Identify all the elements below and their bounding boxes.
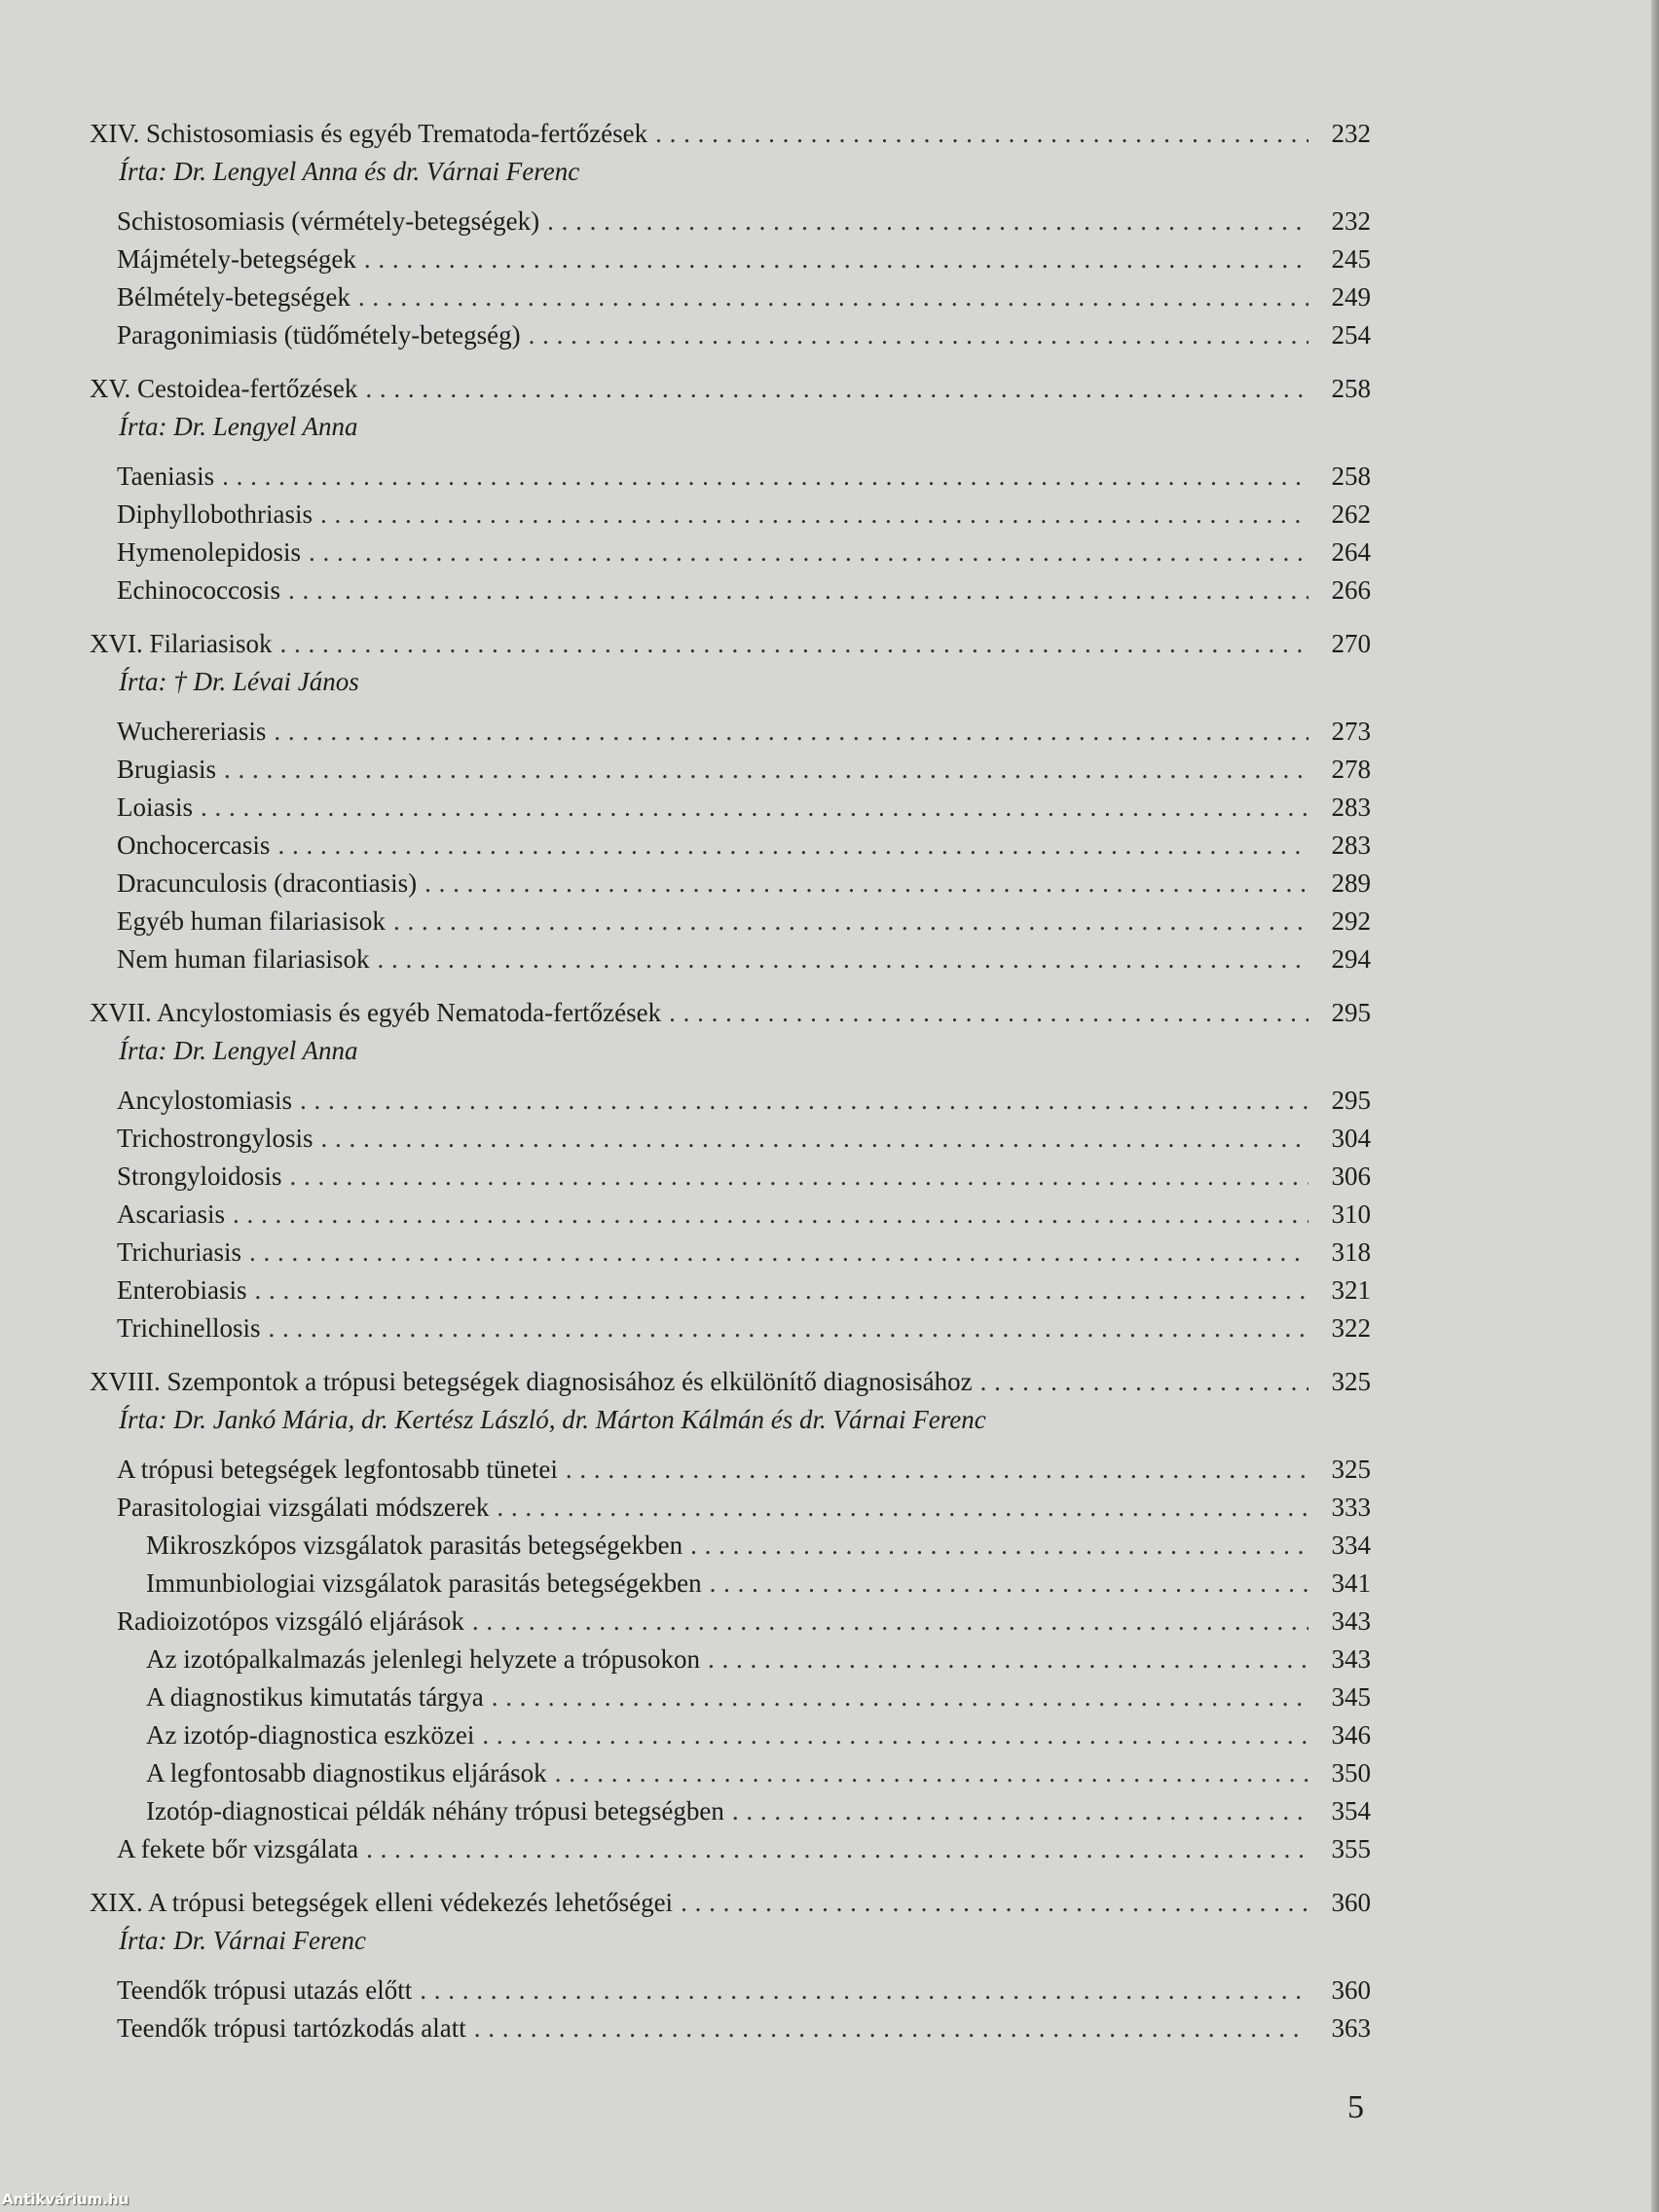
leader-dots (358, 278, 1309, 316)
toc-entry-label: Teendők trópusi utazás előtt (117, 1975, 413, 2005)
toc-entry (90, 1196, 1371, 1234)
leader-dots (681, 1884, 1309, 1922)
toc-entry-page: 258 (1331, 461, 1371, 491)
toc-entry (90, 1309, 1371, 1347)
toc-entry-page: 318 (1331, 1237, 1371, 1267)
leader-dots (377, 940, 1309, 978)
toc-entry-label: Trichuriasis (117, 1237, 242, 1267)
leader-dots (497, 1489, 1309, 1527)
leader-dots (300, 1082, 1309, 1120)
toc-entry-label: Hymenolepidosis (117, 537, 301, 567)
toc-entry-page: 264 (1331, 537, 1371, 567)
chapter-title-label: XIX. A trópusi betegségek elleni védekezés lehetőségei (90, 1888, 674, 1917)
leader-dots (288, 571, 1309, 609)
toc-entry (90, 1489, 1371, 1527)
toc-entry-page: 295 (1331, 1086, 1371, 1115)
toc-entry-label: Immunbiologiai vizsgálatok parasitás betegségekben (146, 1568, 702, 1598)
leader-dots (732, 1792, 1309, 1830)
toc-entry-label: Onchocercasis (117, 830, 271, 860)
toc-entry-page: 273 (1331, 717, 1371, 746)
toc-entry (90, 1716, 1371, 1754)
toc-entry-label: Májmétely-betegségek (117, 244, 356, 274)
chapter-title-page: 360 (1331, 1888, 1371, 1917)
leader-dots (710, 1565, 1309, 1603)
toc-entry-label: Izotóp-diagnosticai példák néhány trópusi betegségben (146, 1796, 724, 1825)
toc-entry-label: Brugiasis (117, 755, 217, 784)
toc-entry (90, 1565, 1371, 1603)
leader-dots (669, 994, 1309, 1032)
leader-dots (201, 789, 1309, 827)
toc-entry-page: 343 (1331, 1644, 1371, 1674)
toc-entry (90, 1527, 1371, 1565)
chapter-author: Írta: Dr. Lengyel Anna és dr. Várnai Ferenc (119, 157, 580, 186)
leader-dots (364, 240, 1309, 278)
toc-entry-page: 354 (1331, 1796, 1371, 1825)
leader-dots (365, 370, 1309, 408)
chapter-title (90, 115, 1371, 153)
chapter-title-label: XV. Cestoidea-fertőzések (90, 374, 358, 403)
leader-dots (424, 865, 1309, 903)
toc-entry-page: 345 (1331, 1682, 1371, 1712)
toc-entry-label: Dracunculosis (dracontiasis) (117, 868, 418, 898)
toc-entry (90, 496, 1371, 534)
toc-entry-label: Trichostrongylosis (117, 1124, 313, 1153)
chapter-title (90, 1363, 1371, 1401)
toc-entry-page: 310 (1331, 1199, 1371, 1229)
toc-entry-page: 262 (1331, 499, 1371, 529)
leader-dots (529, 316, 1309, 354)
toc-chapter (90, 1363, 1371, 1868)
toc-entry (90, 903, 1371, 940)
toc-entry (90, 203, 1371, 240)
toc-entry-label: Diphyllobothriasis (117, 499, 313, 529)
leader-dots (474, 2009, 1309, 2047)
chapter-title (90, 370, 1371, 408)
toc-entry (90, 534, 1371, 571)
toc-entry-label: Enterobiasis (117, 1275, 247, 1305)
toc-entry (90, 1603, 1371, 1641)
leader-dots (233, 1196, 1309, 1234)
leader-dots (420, 1972, 1309, 2009)
leader-dots (254, 1272, 1309, 1309)
leader-dots (482, 1716, 1309, 1754)
toc-entry-page: 289 (1331, 868, 1371, 898)
leader-dots (555, 1754, 1309, 1792)
toc-entry-page: 292 (1331, 906, 1371, 936)
toc-entry-label: Radioizotópos vizsgáló eljárások (117, 1606, 464, 1636)
toc-entry (90, 2009, 1371, 2047)
leader-dots (708, 1641, 1309, 1678)
toc-chapter (90, 625, 1371, 978)
toc-entry-label: Strongyloidosis (117, 1161, 282, 1191)
toc-entry (90, 1792, 1371, 1830)
toc-entry-page: 249 (1331, 282, 1371, 312)
toc-entry-page: 346 (1331, 1720, 1371, 1750)
chapter-title-label: XVII. Ancylostomiasis és egyéb Nematoda-fertőzések (90, 998, 662, 1027)
toc-entry-page: 360 (1331, 1975, 1371, 2005)
toc-entry-page: 232 (1331, 206, 1371, 236)
toc-entry (90, 1158, 1371, 1196)
leader-dots (290, 1158, 1309, 1196)
toc-entry (90, 240, 1371, 278)
toc-entry-page: 334 (1331, 1530, 1371, 1560)
toc-entry-label: Egyéb human filariasisok (117, 906, 386, 936)
toc-entry-label: A trópusi betegségek legfontosabb tünetei (117, 1455, 558, 1484)
toc-entry (90, 458, 1371, 496)
chapter-title-page: 258 (1331, 374, 1371, 403)
leader-dots (472, 1603, 1309, 1641)
table-of-contents (90, 115, 1371, 2047)
toc-entry (90, 1120, 1371, 1158)
watermark: Antikvárium.hu (2, 2191, 129, 2208)
leader-dots (690, 1527, 1309, 1565)
chapter-author: Írta: Dr. Jankó Mária, dr. Kertész László, dr. Márton Kálmán és dr. Várnai Ferenc (119, 1405, 986, 1434)
chapter-author: Írta: Dr. Várnai Ferenc (119, 1926, 366, 1955)
toc-entry-label: Az izotópalkalmazás jelenlegi helyzete a trópusokon (146, 1644, 701, 1674)
toc-entry-page: 341 (1331, 1568, 1371, 1598)
page-number: 5 (1347, 2089, 1364, 2125)
toc-entry-page: 333 (1331, 1493, 1371, 1522)
leader-dots (309, 534, 1309, 571)
toc-entry-page: 325 (1331, 1455, 1371, 1484)
leader-dots (393, 903, 1309, 940)
leader-dots (655, 115, 1309, 153)
toc-chapter (90, 1884, 1371, 2047)
toc-entry-page: 321 (1331, 1275, 1371, 1305)
toc-entry (90, 789, 1371, 827)
toc-entry (90, 1972, 1371, 2009)
toc-entry (90, 278, 1371, 316)
toc-entry (90, 713, 1371, 751)
toc-entry-label: Wuchereriasis (117, 717, 267, 746)
chapter-author: Írta: Dr. Lengyel Anna (119, 412, 358, 441)
toc-entry-label: Az izotóp-diagnostica eszközei (146, 1720, 475, 1750)
chapter-title-page: 295 (1331, 998, 1371, 1027)
leader-dots (222, 458, 1309, 496)
leader-dots (980, 1363, 1309, 1401)
toc-entry (90, 940, 1371, 978)
toc-entry (90, 1451, 1371, 1489)
chapter-title-page: 325 (1331, 1367, 1371, 1396)
toc-entry-page: 266 (1331, 575, 1371, 605)
chapter-title (90, 625, 1371, 663)
toc-entry (90, 1234, 1371, 1272)
leader-dots (269, 1309, 1309, 1347)
toc-entry (90, 571, 1371, 609)
toc-entry-page: 322 (1331, 1313, 1371, 1343)
toc-entry (90, 827, 1371, 865)
toc-entry-page: 343 (1331, 1606, 1371, 1636)
chapter-title-label: XVIII. Szempontok a trópusi betegségek diagnosisához és elkülönítő diagnosisához (90, 1367, 973, 1396)
toc-entry-page: 245 (1331, 244, 1371, 274)
leader-dots (249, 1234, 1309, 1272)
toc-entry-label: Taeniasis (117, 461, 215, 491)
toc-entry-page: 254 (1331, 320, 1371, 350)
toc-entry-label: Echinococcosis (117, 575, 280, 605)
toc-entry-label: A diagnostikus kimutatás tárgya (146, 1682, 484, 1712)
toc-entry-page: 306 (1331, 1161, 1371, 1191)
page-edge (1651, 0, 1659, 2212)
toc-entry-page: 304 (1331, 1124, 1371, 1153)
toc-entry (90, 1641, 1371, 1678)
toc-entry-page: 283 (1331, 793, 1371, 822)
chapter-title (90, 1884, 1371, 1922)
toc-entry (90, 1830, 1371, 1868)
toc-chapter (90, 994, 1371, 1347)
toc-entry (90, 865, 1371, 903)
toc-entry (90, 316, 1371, 354)
leader-dots (566, 1451, 1309, 1489)
leader-dots (274, 713, 1309, 751)
leader-dots (492, 1678, 1309, 1716)
toc-entry-label: Teendők trópusi tartózkodás alatt (117, 2013, 466, 2043)
leader-dots (224, 751, 1309, 789)
leader-dots (320, 496, 1309, 534)
chapter-title-page: 232 (1331, 119, 1371, 148)
toc-entry (90, 1082, 1371, 1120)
toc-entry (90, 751, 1371, 789)
toc-entry-label: Paragonimiasis (tüdőmétely-betegség) (117, 320, 521, 350)
leader-dots (547, 203, 1309, 240)
leader-dots (277, 827, 1309, 865)
toc-entry (90, 1754, 1371, 1792)
toc-entry (90, 1272, 1371, 1309)
leader-dots (279, 625, 1309, 663)
toc-entry-label: Schistosomiasis (vérmétely-betegségek) (117, 206, 540, 236)
toc-entry-label: A fekete bőr vizsgálata (117, 1834, 359, 1863)
toc-entry-page: 350 (1331, 1758, 1371, 1788)
toc-chapter (90, 370, 1371, 609)
toc-entry-label: A legfontosabb diagnostikus eljárások (146, 1758, 547, 1788)
toc-entry-label: Loiasis (117, 793, 193, 822)
chapter-author: Írta: Dr. Lengyel Anna (119, 1036, 358, 1065)
toc-entry-label: Bélmétely-betegségek (117, 282, 350, 312)
leader-dots (321, 1120, 1309, 1158)
toc-entry-page: 278 (1331, 755, 1371, 784)
toc-entry-label: Parasitologiai vizsgálati módszerek (117, 1493, 490, 1522)
toc-chapter (90, 115, 1371, 354)
chapter-title (90, 994, 1371, 1032)
leader-dots (366, 1830, 1309, 1868)
toc-entry-page: 294 (1331, 944, 1371, 974)
toc-entry-label: Nem human filariasisok (117, 944, 370, 974)
toc-entry-label: Mikroszkópos vizsgálatok parasitás betegségekben (146, 1530, 683, 1560)
toc-entry-label: Trichinellosis (117, 1313, 261, 1343)
toc-entry-page: 283 (1331, 830, 1371, 860)
toc-entry-page: 363 (1331, 2013, 1371, 2043)
chapter-title-page: 270 (1331, 629, 1371, 658)
chapter-title-label: XVI. Filariasisok (90, 629, 273, 658)
toc-entry-page: 355 (1331, 1834, 1371, 1863)
toc-entry-label: Ancylostomiasis (117, 1086, 292, 1115)
toc-entry (90, 1678, 1371, 1716)
toc-entry-label: Ascariasis (117, 1199, 225, 1229)
chapter-title-label: XIV. Schistosomiasis és egyéb Trematoda-fertőzések (90, 119, 648, 148)
chapter-author: Írta: † Dr. Lévai János (119, 667, 359, 696)
